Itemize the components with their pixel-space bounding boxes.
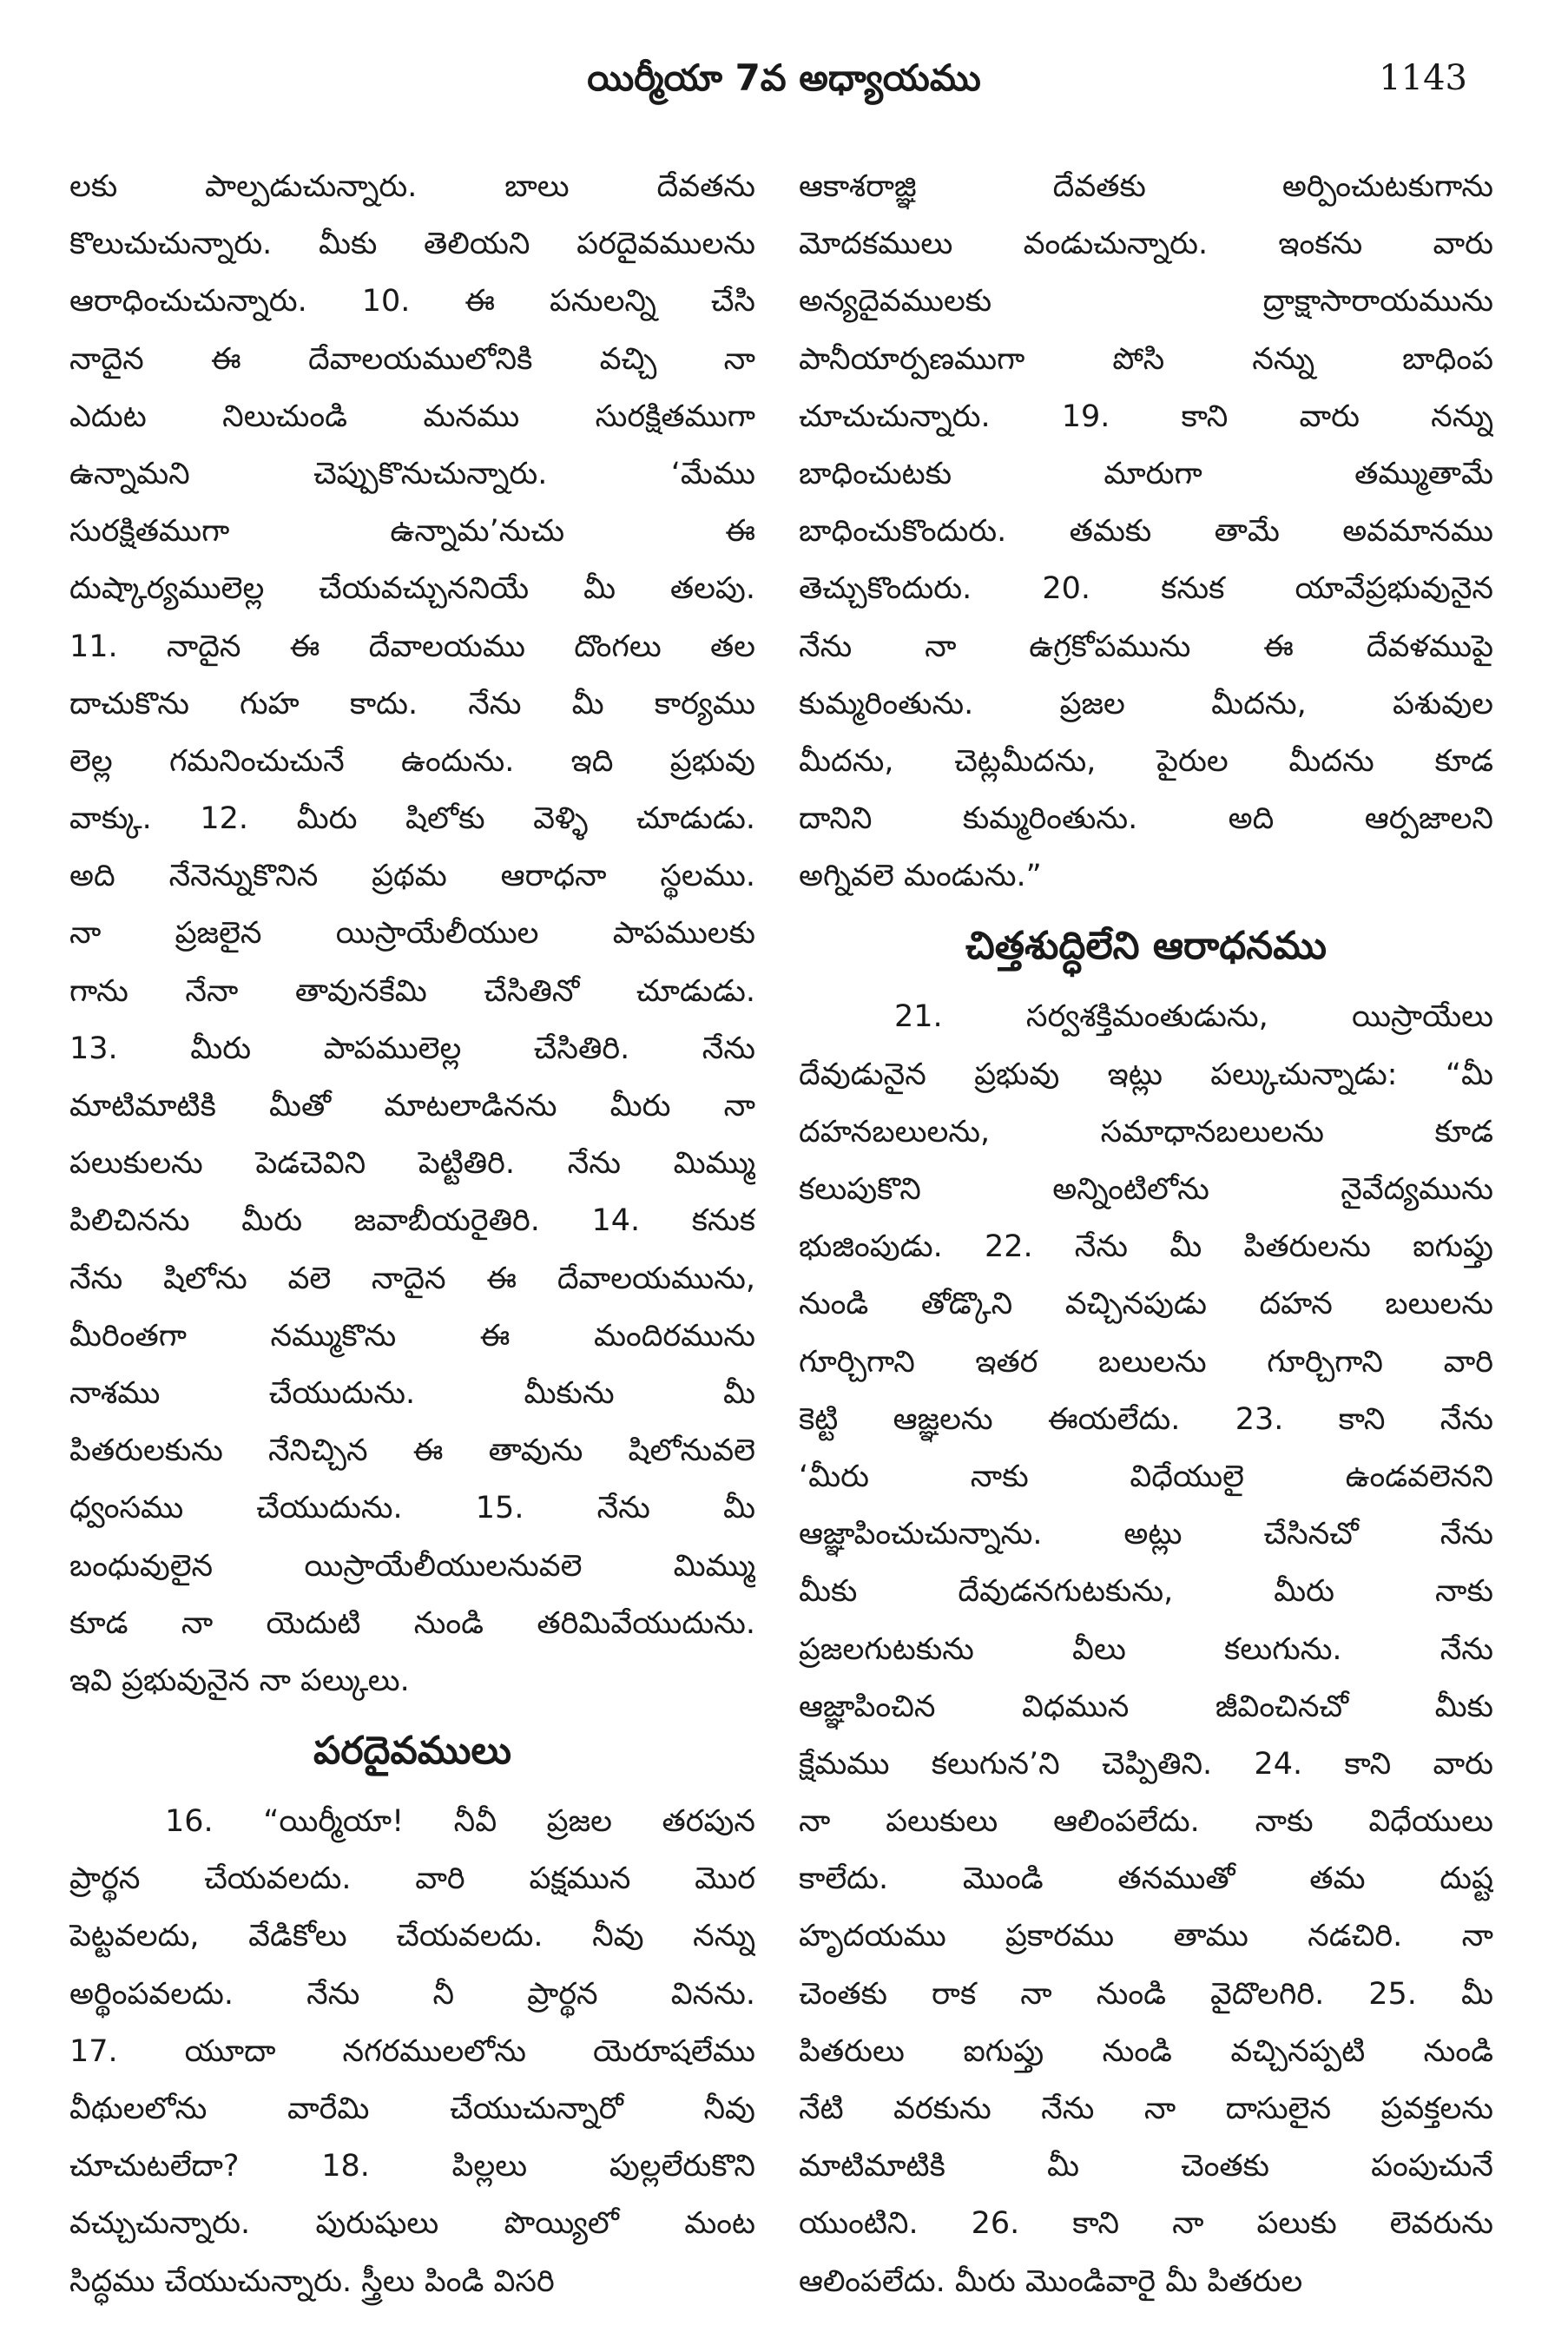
text-line: పెట్టవలదు, వేడికోలు చేయవలదు. నీవు నన్ను bbox=[69, 1919, 755, 1954]
text-line: బాధించుటకు మారుగా తమ్ముతామే bbox=[799, 456, 1493, 491]
text-line: పానీయార్పణముగా పోసి నన్ను బాధింప bbox=[799, 341, 1493, 377]
text-line: మీరింతగా నమ్ముకొను ఈ మందిరమును bbox=[69, 1318, 755, 1354]
right-paragraph-b bbox=[799, 988, 1493, 2309]
text-line: దుష్కార్యములెల్ల చేయవచ్చుననియే మీ తలపు. bbox=[69, 571, 755, 607]
text-line: 17. యూదా నగరములలోను యెరూషలేము bbox=[69, 2033, 755, 2069]
text-line: నాశము చేయుదును. మీకును మీ bbox=[69, 1375, 755, 1411]
text-line: బంధువులైన యిస్రాయేలీయులనువలె మిమ్ము bbox=[69, 1548, 755, 1584]
text-line: నా ప్రజలైన యిస్రాయేలీయుల పాపములకు bbox=[69, 916, 755, 952]
text-line: అర్థింపవలదు. నేను నీ ప్రార్థన వినను. bbox=[69, 1976, 755, 2012]
text-line: వచ్చుచున్నారు. పురుషులు పొయ్యిలో మంట bbox=[69, 2206, 755, 2242]
text-line: మీదను, చెట్లమీదను, పైరుల మీదను కూడ bbox=[799, 743, 1493, 779]
text-line: గూర్చిగాని ఇతర బలులను గూర్చిగాని వారి bbox=[799, 1344, 1493, 1380]
text-line: నేటి వరకును నేను నా దాసులైన ప్రవక్తలను bbox=[799, 2092, 1493, 2126]
text-line: 11. నాదైన ఈ దేవాలయము దొంగలు తల bbox=[69, 629, 755, 664]
text-line: అగ్నివలె మండును.” bbox=[799, 859, 1042, 894]
text-line: దాచుకొను గుహ కాదు. నేను మీ కార్యము bbox=[69, 686, 755, 721]
text-line: దహనబలులను, సమాధానబలులను కూడ bbox=[799, 1114, 1493, 1150]
text-line: 13. మీరు పాపములెల్ల చేసితిరి. నేను bbox=[69, 1031, 755, 1066]
text-line: సిద్ధము చేయుచున్నారు. స్త్రీలు పిండి విసరి bbox=[69, 2263, 555, 2299]
text-line: 21. సర్వశక్తిమంతుడును, యిస్రాయేలు bbox=[894, 999, 1493, 1035]
text-line: అది నేనెన్నుకొనిన ప్రథమ ఆరాధనా స్థలము. bbox=[69, 859, 755, 894]
text-line: మీకు దేవుడనగుటకును, మీరు నాకు bbox=[799, 1574, 1493, 1610]
text-line: 16. “యిర్మీయా! నీవీ ప్రజల తరపున bbox=[165, 1804, 755, 1840]
text-line: పితరులకును నేనిచ్చిన ఈ తావును షిలోనువలె bbox=[69, 1433, 755, 1469]
section-heading: పరదైవములు bbox=[313, 1729, 511, 1774]
text-line: ప్రజలగుటకును వీలు కలుగును. నేను bbox=[799, 1631, 1493, 1667]
text-line: సురక్షితముగా ఉన్నామ’నుచు ఈ bbox=[69, 514, 755, 550]
running-title: యిర్మీయా 7వ అధ్యాయము bbox=[587, 56, 981, 99]
text-line: బాధించుకొందురు. తమకు తామే అవమానము bbox=[799, 514, 1493, 550]
text-line: యుంటిని. 26. కాని నా పలుకు లెవరును bbox=[799, 2206, 1493, 2242]
text-line: కొలుచుచున్నారు. మీకు తెలియని పరదైవములను bbox=[69, 227, 755, 262]
text-line: పితరులు ఐగుప్తు నుండి వచ్చినప్పటి నుండి bbox=[799, 2033, 1493, 2069]
text-line: ఆలింపలేదు. మీరు మొండివారై మీ పితరుల bbox=[799, 2263, 1303, 2299]
text-line: చెంతకు రాక నా నుండి వైదొలగిరి. 25. మీ bbox=[799, 1976, 1493, 2012]
text-line: ఆరాధించుచున్నారు. 10. ఈ పనులన్ని చేసి bbox=[69, 284, 755, 320]
text-line: నాదైన ఈ దేవాలయములోనికి వచ్చి నా bbox=[69, 341, 755, 377]
text-line: కూడ నా యెదుటి నుండి తరిమివేయుదును. bbox=[69, 1605, 755, 1641]
text-line: గాను నేనా తావునకేమి చేసితినో చూడుడు. bbox=[69, 973, 755, 1009]
left-paragraph-a bbox=[69, 158, 755, 1710]
text-line: మోదకములు వండుచున్నారు. ఇంకను వారు bbox=[799, 227, 1493, 262]
text-line: నేను నా ఉగ్రకోపమును ఈ దేవళముపై bbox=[799, 629, 1493, 664]
text-line: కెట్టి ఆజ్ఞలను ఈయలేదు. 23. కాని నేను bbox=[799, 1401, 1493, 1437]
left-paragraph-b bbox=[69, 1793, 755, 2310]
page-number: 1143 bbox=[1379, 58, 1467, 98]
text-line: అన్యదైవములకు ద్రాక్షాసారాయమును bbox=[799, 284, 1493, 320]
right-paragraph-a bbox=[799, 158, 1493, 905]
text-line: ఆజ్ఞాపించుచున్నాను. అట్లు చేసినచో నేను bbox=[799, 1517, 1493, 1552]
text-line: లకు పాల్పడుచున్నారు. బాలు దేవతను bbox=[69, 169, 755, 204]
text-line: తెచ్చుకొందురు. 20. కనుక యావేప్రభువునైన bbox=[799, 571, 1493, 607]
text-line: ఉన్నామని చెప్పుకొనుచున్నారు. ‘మేము bbox=[69, 456, 755, 491]
text-line: క్షేమము కలుగున’ని చెప్పితిని. 24. కాని వారు bbox=[799, 1746, 1493, 1782]
section-heading: చిత్తశుద్ధిలేని ఆరాధనము bbox=[965, 924, 1327, 969]
text-line: వీథులలోను వారేమి చేయుచున్నారో నీవు bbox=[69, 2092, 755, 2126]
text-line: ఇవి ప్రభువునైన నా పల్కులు. bbox=[69, 1663, 410, 1698]
text-line: వాక్కు. 12. మీరు షిలోకు వెళ్ళి చూడుడు. bbox=[69, 801, 755, 837]
text-line: నుండి తోడ్కొని వచ్చినపుడు దహన బలులను bbox=[799, 1287, 1493, 1322]
text-line: నా పలుకులు ఆలింపలేదు. నాకు విధేయులు bbox=[799, 1804, 1493, 1840]
text-line: హృదయము ప్రకారము తాము నడచిరి. నా bbox=[799, 1919, 1493, 1954]
text-line: కాలేదు. మొండి తనముతో తమ దుష్ట bbox=[799, 1861, 1493, 1897]
text-line: కుమ్మరింతును. ప్రజల మీదను, పశువుల bbox=[799, 686, 1493, 721]
text-line: ప్రార్థన చేయవలదు. వారి పక్షమున మొర bbox=[69, 1861, 755, 1897]
text-line: ‘మీరు నాకు విధేయులై ఉండవలెనని bbox=[799, 1459, 1493, 1494]
text-line: పలుకులను పెడచెవిని పెట్టితిరి. నేను మిమ్ము bbox=[69, 1146, 755, 1182]
text-line: లెల్ల గమనించుచునే ఉందును. ఇది ప్రభువు bbox=[69, 743, 755, 779]
text-line: ధ్వంసము చేయుదును. 15. నేను మీ bbox=[69, 1491, 755, 1526]
text-line: భుజింపుడు. 22. నేను మీ పితరులను ఐగుప్తు bbox=[799, 1229, 1493, 1265]
text-line: మాటిమాటికి మీ చెంతకు పంపుచునే bbox=[799, 2149, 1493, 2184]
text-line: ఎదుట నిలుచుండి మనము సురక్షితముగా bbox=[69, 399, 755, 434]
text-line: దేవుడునైన ప్రభువు ఇట్లు పల్కుచున్నాడు: “మీ bbox=[799, 1057, 1493, 1092]
page-header bbox=[0, 43, 1568, 113]
text-line: పిలిచినను మీరు జవాబీయరైతిరి. 14. కనుక bbox=[69, 1203, 755, 1239]
text-line: నేను షిలోను వలె నాదైన ఈ దేవాలయమును, bbox=[69, 1261, 755, 1296]
text-line: చూచుటలేదా? 18. పిల్లలు పుల్లలేరుకొని bbox=[69, 2149, 755, 2184]
left-column bbox=[69, 158, 755, 2329]
text-line: ఆకాశరాజ్ఞి దేవతకు అర్పించుటకుగాను bbox=[799, 169, 1493, 204]
text-line: కలుపుకొని అన్నింటిలోను నైవేద్యమును bbox=[799, 1172, 1493, 1207]
text-line: దానిని కుమ్మరింతును. అది ఆర్పజాలని bbox=[799, 801, 1493, 837]
text-line: మాటిమాటికి మీతో మాటలాడినను మీరు నా bbox=[69, 1089, 755, 1123]
right-column bbox=[799, 158, 1493, 2329]
text-line: ఆజ్ఞాపించిన విధమున జీవించినచో మీకు bbox=[799, 1689, 1493, 1724]
text-line: చూచుచున్నారు. 19. కాని వారు నన్ను bbox=[799, 399, 1493, 434]
